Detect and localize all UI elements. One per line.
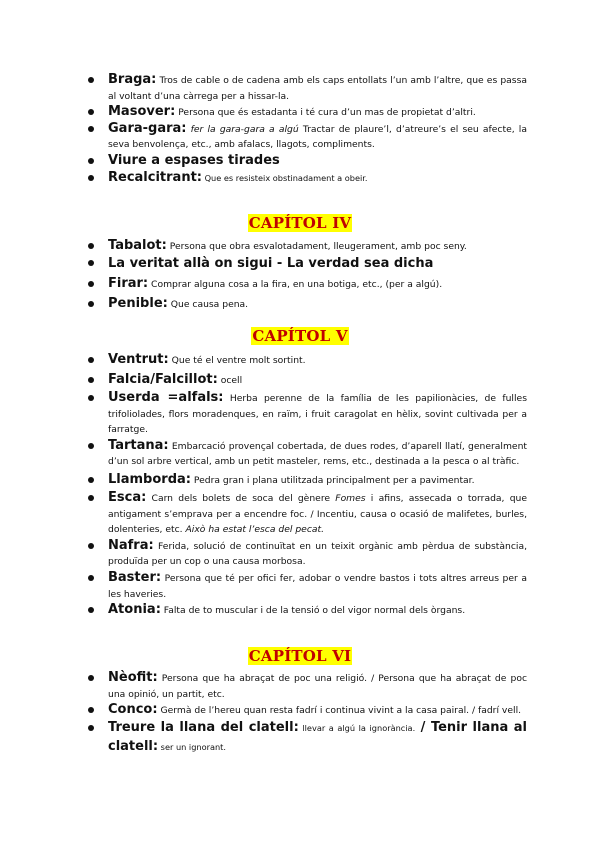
- bullet-icon: [88, 725, 94, 731]
- list-item: [108, 438, 527, 470]
- entry-term: Treure la llana del clatell:: [108, 719, 299, 735]
- entry-term: Ventrut:: [108, 352, 169, 367]
- entry-term: Braga:: [108, 72, 157, 87]
- list-item: [108, 538, 527, 570]
- entry-definition: Persona que obra esvalotadament, lleugerament, amb poc seny.: [166, 241, 467, 252]
- list-item: [108, 255, 527, 274]
- list-item: [108, 719, 527, 757]
- entry-separator: /: [415, 719, 431, 735]
- bullet-icon: [88, 477, 94, 483]
- bullet-icon: [88, 495, 94, 501]
- list-item: [108, 670, 527, 702]
- bullet-icon: [88, 707, 94, 713]
- list-item: [108, 370, 527, 390]
- entry-term: Firar:: [108, 275, 149, 291]
- bullet-icon: [88, 243, 94, 249]
- entry-term: Tartana:: [108, 437, 169, 453]
- entry-example: fer la gara-gara a algú: [186, 123, 299, 135]
- chapter-heading-4: [0, 213, 600, 232]
- bullet-icon: [88, 675, 94, 681]
- list-item: [108, 170, 527, 187]
- entry-definition: llevar a algú la ignorància.: [298, 722, 416, 733]
- bullet-icon: [88, 543, 94, 549]
- bullet-icon: [88, 77, 94, 83]
- entry-term: Conco:: [108, 702, 158, 718]
- entry-term: Esca:: [108, 489, 147, 505]
- entry-definition: Embarcació provençal cobertada, de dues rodes, d’aparell llatí, generalment d’un sol arbre vertical, amb un petit masteler, rems, etc., destinada a la pesca o al tràfic.: [108, 440, 527, 468]
- entry-term: Tenir llana al clatell:: [108, 719, 527, 754]
- entry-definition: Persona que és estadanta i té cura d’un mas de propietat d’altri.: [175, 107, 476, 119]
- chapter-title: CAPÍTOL V: [252, 327, 348, 345]
- bullet-icon: [88, 575, 94, 581]
- bullet-icon: [88, 158, 94, 164]
- entry-definition: Tros de cable o de cadena amb els caps entollats l’un amb l’altre, que es passa al voltant d’una càrrega per a hissar-la.: [108, 75, 527, 102]
- bullet-icon: [88, 126, 94, 132]
- list-item: [108, 470, 527, 490]
- bullet-icon: [88, 377, 94, 383]
- entry-term: Userda =alfals:: [108, 390, 224, 405]
- bullet-icon: [88, 443, 94, 449]
- entry-term: Falcia/Falcillot:: [108, 372, 218, 387]
- bullet-icon: [88, 357, 94, 363]
- bullet-icon: [88, 175, 94, 181]
- bullet-icon: [88, 260, 94, 266]
- list-item: [108, 104, 527, 121]
- list-item: [108, 702, 527, 719]
- entry-definition: Germà de l’hereu quan resta fadrí i continua vivint a la casa pairal. / fadrí vell.: [157, 705, 522, 717]
- list-item: [108, 490, 527, 538]
- entry-definition: Que té el ventre molt sortint.: [168, 355, 306, 366]
- entry-term: Atonia:: [108, 602, 161, 618]
- list-item: [108, 274, 527, 294]
- vocabulary-list-3: [0, 351, 600, 619]
- chapter-heading-6: [0, 646, 600, 665]
- entry-term: Viure a espases tirades: [108, 152, 280, 168]
- entry-term: Baster:: [108, 569, 162, 585]
- list-item: [108, 294, 527, 314]
- entry-definition: Comprar alguna cosa a la fira, en una botiga, etc., (per a algú).: [148, 278, 443, 290]
- list-item: [108, 390, 527, 438]
- entry-example: Això ha estat l’esca del pecat.: [185, 524, 325, 536]
- entry-definition: Falta de to muscular i de la tensió o del vigor normal dels òrgans.: [160, 605, 466, 617]
- bullet-icon: [88, 395, 94, 401]
- entry-term: Penible:: [108, 295, 168, 311]
- list-item: [108, 602, 527, 619]
- entry-term: Recalcitrant:: [108, 169, 202, 185]
- entry-definition: Pedra gran i plana utilitzada principalment per a pavimentar.: [190, 474, 475, 486]
- entry-definition: Herba perenne de la família de les papilionàcies, de fulles trifoliolades, flors moradenques, en raïm, i fruit caragolat en hèlix, sovint cultivada per a farratge.: [108, 393, 527, 436]
- entry-definition: Carn dels bolets de soca del gènere: [146, 492, 336, 504]
- list-item: [108, 72, 527, 104]
- entry-definition: ocell: [217, 375, 243, 386]
- bullet-icon: [88, 281, 94, 287]
- entry-definition: Ferida, solució de continuïtat en un teixit orgànic amb pèrdua de substància, produïda per un cop o una causa morbosa.: [108, 540, 527, 568]
- entry-definition: Que es resisteix obstinadament a obeir.: [202, 172, 368, 183]
- entry-definition: Que causa pena.: [167, 298, 249, 310]
- list-item: [108, 153, 527, 170]
- list-item: [108, 351, 527, 370]
- entry-definition: Persona que ha abraçat de poc una religió. / Persona que ha abraçat de poc una opinió, un partit, etc.: [108, 673, 527, 700]
- list-item: [108, 570, 527, 602]
- bullet-icon: [88, 109, 94, 115]
- entry-definition: Persona que té per ofici fer, adobar o vendre bastos i tots altres arreus per a les haveries.: [108, 572, 527, 600]
- entry-term: Llamborda:: [108, 471, 191, 487]
- entry-example: Fomes: [335, 492, 366, 504]
- vocabulary-list-2: [0, 238, 600, 314]
- vocabulary-list-4: [0, 670, 600, 757]
- entry-definition: i afins, assecada o torrada, que antigament s’emprava per a encendre foc. / Incentiu, causa o ocasió de malifetes, burles, dolenteries, etc.: [108, 492, 527, 536]
- entry-term: Tabalot:: [108, 238, 167, 253]
- entry-definition: ser un ignorant.: [158, 741, 226, 752]
- list-item: [108, 121, 527, 153]
- bullet-icon: [88, 607, 94, 613]
- list-item: [108, 238, 527, 255]
- vocabulary-list-1: [0, 72, 600, 186]
- entry-term: Nèofit:: [108, 670, 158, 685]
- entry-definition: Tractar de plaure’l, d’atreure’s el seu afecte, la seva benvolença, etc., amb afalacs, llagots, compliments.: [108, 123, 527, 151]
- entry-term: Masover:: [108, 104, 176, 120]
- entry-term: Nafra:: [108, 537, 154, 553]
- entry-term: Gara-gara:: [108, 120, 187, 136]
- chapter-title: CAPÍTOL VI: [248, 647, 352, 665]
- chapter-heading-5: [0, 326, 600, 345]
- bullet-icon: [88, 301, 94, 307]
- chapter-title: CAPÍTOL IV: [248, 214, 352, 232]
- entry-term: La veritat allà on sigui - La verdad sea dicha: [108, 255, 434, 271]
